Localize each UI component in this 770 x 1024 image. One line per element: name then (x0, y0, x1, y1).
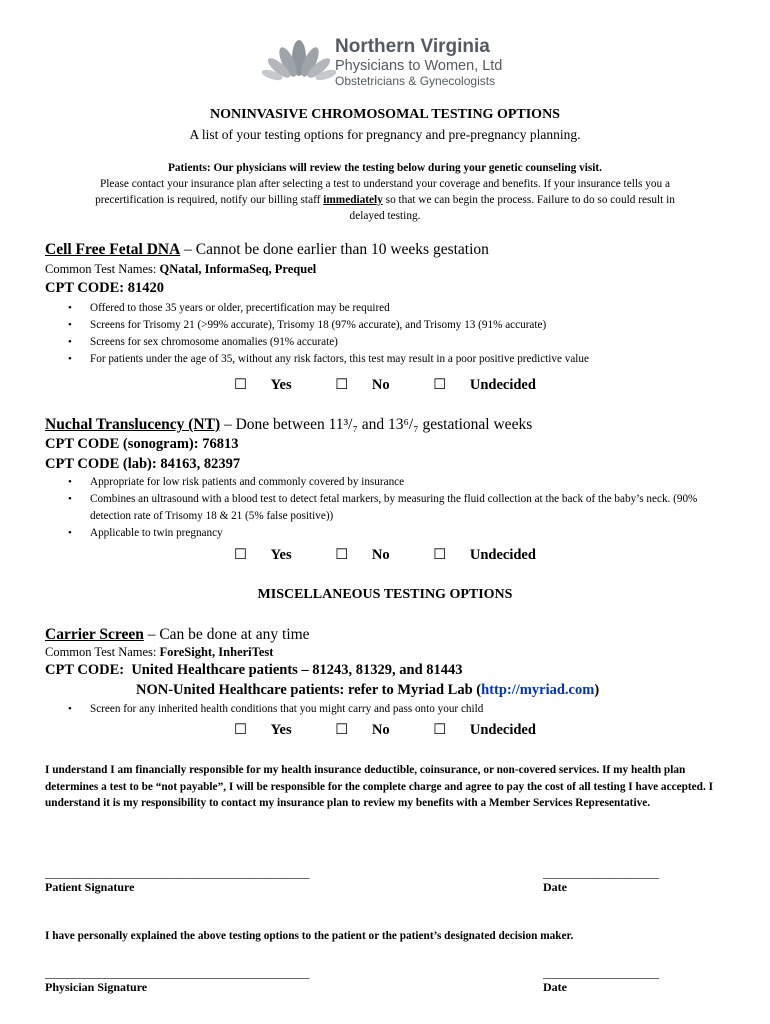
test-note: – Can be done at any time (143, 626, 310, 643)
choice-row (0, 377, 770, 394)
checkbox-icon[interactable]: ☐ (234, 547, 248, 563)
nuchal-heading (45, 416, 532, 434)
physician-signature-line[interactable]: ________________________________________________ (45, 966, 309, 980)
list-item: • Screens for sex chromosome anomalies (91% accurate) (45, 334, 735, 351)
no-option[interactable]: ☐ No (335, 377, 390, 393)
choice-row (0, 547, 770, 564)
practice-logo (262, 36, 512, 92)
test-name: Nuchal Translucency (NT) (45, 416, 221, 433)
list-item: • For patients under the age of 35, without any risk factors, this test may result in a poor positive predictive value (45, 351, 735, 368)
test-note: – Cannot be done earlier than 10 weeks gestation (180, 241, 489, 258)
logo-subname: Physicians to Women, Ltd (335, 58, 503, 74)
checkbox-icon[interactable]: ☐ (234, 377, 248, 393)
yes-option[interactable]: ☐ Yes (234, 377, 292, 393)
test-name: Carrier Screen (45, 626, 144, 643)
myriad-link[interactable]: http://myriad.com (481, 682, 595, 698)
undecided-option[interactable]: ☐ Undecided (433, 722, 536, 738)
page-title: NONINVASIVE CHROMOSOMAL TESTING OPTIONS (210, 107, 560, 122)
intro-block (0, 160, 770, 224)
intro-line-1: Please contact your insurance plan after selecting a test to understand your coverage and benefits. If your insurance tells you a (100, 178, 670, 190)
list-item: • Screens for Trisomy 21 (>99% accurate), Trisomy 18 (97% accurate), and Trisomy 13 (91% accurate) (45, 317, 735, 334)
patients-notice: Patients: Our physicians will review the testing below during your genetic counseling visit. (168, 162, 602, 174)
financial-responsibility-statement: I understand I am financially responsible for my health insurance deductible, coinsurance, or non-covered services. If my health plan determines a test to be “not payable”, I will be responsible for the complete charge and agree to pay the cost of all testing I have accepted. I understand it is my responsibility to contact my insurance plan to review my benefits with a Member Services Representative. (45, 764, 714, 809)
checkbox-icon[interactable]: ☐ (234, 722, 248, 738)
yes-option[interactable]: ☐ Yes (234, 547, 292, 563)
no-option[interactable]: ☐ No (335, 722, 390, 738)
list-item: • Screen for any inherited health conditions that you might carry and pass onto your child (45, 701, 735, 718)
checkbox-icon[interactable]: ☐ (433, 547, 447, 563)
intro-line-2: precertification is required, notify our billing staff immediately so that we can begin the process. Failure to do so could result in (95, 194, 675, 206)
misc-heading: MISCELLANEOUS TESTING OPTIONS (257, 587, 513, 602)
physician-statement: I have personally explained the above testing options to the patient or the patient’s designated decision maker. (45, 930, 574, 942)
cpt-code-non-uhc: NON-United Healthcare patients: refer to Myriad Lab (http://myriad.com) (136, 682, 600, 698)
yes-option[interactable]: ☐ Yes (234, 722, 292, 738)
cpt-code-sonogram: CPT CODE (sonogram): 76813 (45, 436, 239, 452)
undecided-option[interactable]: ☐ Undecided (433, 547, 536, 563)
checkbox-icon[interactable]: ☐ (335, 722, 349, 738)
common-test-names: Common Test Names: ForeSight, InheriTest (45, 645, 274, 659)
test-name: Cell Free Fetal DNA (45, 241, 181, 258)
page-subtitle: A list of your testing options for pregnancy and pre-pregnancy planning. (189, 127, 581, 142)
bullet-list (45, 300, 735, 368)
test-note: – Done between 11³/₇ and 13⁶/₇ gestational weeks (220, 416, 533, 433)
patient-signature-label: Patient Signature (45, 880, 135, 894)
logo-tagline: Obstetricians & Gynecologists (335, 74, 496, 88)
checkbox-icon[interactable]: ☐ (335, 547, 349, 563)
cpt-code: CPT CODE: United Healthcare patients – 81243, 81329, and 81443 (45, 662, 463, 678)
patient-date-label: Date (543, 880, 567, 894)
list-item: • Offered to those 35 years or older, precertification may be required (45, 300, 735, 317)
patient-signature-line[interactable]: ________________________________________________ (45, 866, 309, 880)
patient-date-line[interactable]: _____________________ (543, 866, 659, 880)
immediately-emphasis: immediately (323, 194, 383, 206)
logo-name: Northern Virginia (335, 36, 490, 57)
cpt-code: CPT CODE: 81420 (45, 280, 164, 296)
list-item: • Applicable to twin pregnancy (45, 525, 735, 542)
physician-date-label: Date (543, 980, 567, 994)
list-item: • Combines an ultrasound with a blood test to detect fetal markers, by measuring the fluid collection at the back of the baby’s neck. (90% detection rate of Trisomy 18 & 21 (5% false positive)) (45, 491, 735, 525)
checkbox-icon[interactable]: ☐ (433, 722, 447, 738)
cpt-code-lab: CPT CODE (lab): 84163, 82397 (45, 456, 241, 472)
common-test-names: Common Test Names: QNatal, InformaSeq, Prequel (45, 262, 317, 276)
bullet-list (45, 701, 735, 718)
lotus-icon (262, 38, 336, 88)
carrier-screen-heading (45, 626, 310, 644)
cell-free-dna-heading (45, 241, 489, 259)
list-item: • Appropriate for low risk patients and commonly covered by insurance (45, 474, 735, 491)
physician-signature-label: Physician Signature (45, 980, 148, 994)
intro-line-3: delayed testing. (349, 210, 421, 222)
undecided-option[interactable]: ☐ Undecided (433, 377, 536, 393)
no-option[interactable]: ☐ No (335, 547, 390, 563)
checkbox-icon[interactable]: ☐ (335, 377, 349, 393)
choice-row (0, 722, 770, 739)
checkbox-icon[interactable]: ☐ (433, 377, 447, 393)
bullet-list (45, 474, 735, 542)
physician-date-line[interactable]: _____________________ (543, 966, 659, 980)
